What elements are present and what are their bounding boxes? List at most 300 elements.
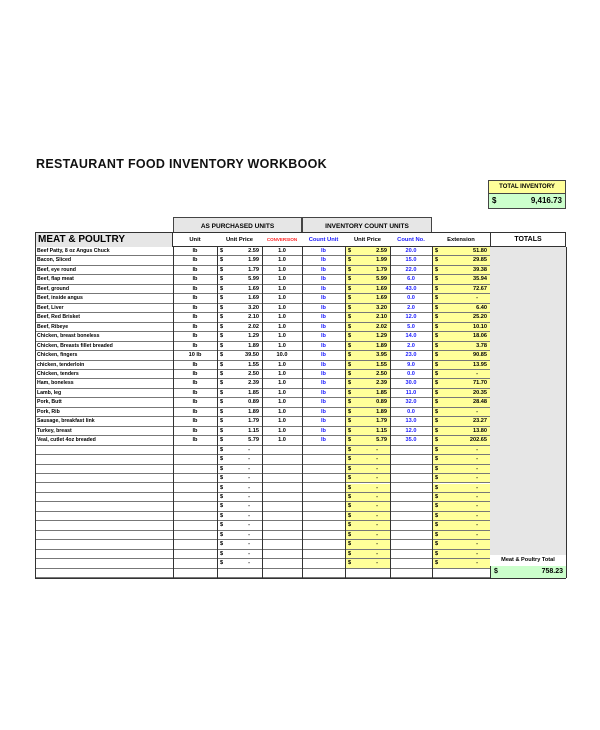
unit-price[interactable] <box>217 502 262 511</box>
count-unit-price[interactable] <box>345 512 390 521</box>
item-name[interactable] <box>35 540 173 549</box>
extension[interactable] <box>432 436 490 445</box>
item-name[interactable]: chicken, tenderloin <box>35 361 173 370</box>
count-unit[interactable]: lb <box>302 247 345 256</box>
conversion[interactable]: 1.0 <box>262 313 302 322</box>
count-unit[interactable]: lb <box>302 342 345 351</box>
extension[interactable] <box>432 351 490 360</box>
unit[interactable] <box>173 465 217 474</box>
count-unit[interactable]: lb <box>302 370 345 379</box>
item-name[interactable]: Beef Patty, 8 oz Angus Chuck <box>35 247 173 256</box>
count-number[interactable]: 20.0 <box>390 247 432 256</box>
unit-price[interactable] <box>217 455 262 464</box>
item-name[interactable]: Sausage, breakfast link <box>35 417 173 426</box>
extension[interactable] <box>432 266 490 275</box>
extension[interactable] <box>432 484 490 493</box>
item-name[interactable]: Beef, eye round <box>35 266 173 275</box>
conversion[interactable]: 1.0 <box>262 247 302 256</box>
count-unit-price[interactable] <box>345 342 390 351</box>
count-unit[interactable]: lb <box>302 313 345 322</box>
count-unit[interactable]: lb <box>302 323 345 332</box>
currency-symbol: $ <box>435 295 439 302</box>
cell-value: - <box>248 446 250 453</box>
count-unit-price[interactable] <box>345 313 390 322</box>
count-unit[interactable] <box>302 474 345 483</box>
count-unit-price[interactable] <box>345 502 390 511</box>
item-name[interactable] <box>35 559 173 568</box>
count-unit[interactable] <box>302 559 345 568</box>
count-number[interactable] <box>390 474 432 483</box>
count-unit[interactable]: lb <box>302 408 345 417</box>
count-unit-price[interactable] <box>345 294 390 303</box>
extension[interactable] <box>432 398 490 407</box>
currency-symbol: $ <box>348 512 352 519</box>
extension[interactable] <box>432 569 490 578</box>
unit-price[interactable] <box>217 493 262 502</box>
conversion[interactable]: 1.0 <box>262 370 302 379</box>
extension[interactable] <box>432 332 490 341</box>
extension[interactable] <box>432 521 490 530</box>
count-unit-price[interactable] <box>345 379 390 388</box>
extension[interactable] <box>432 389 490 398</box>
unit-price[interactable] <box>217 370 262 379</box>
count-unit[interactable] <box>302 521 345 530</box>
extension[interactable] <box>432 531 490 540</box>
item-name[interactable]: Beef, flap meat <box>35 275 173 284</box>
currency-symbol: $ <box>220 493 224 500</box>
unit-price[interactable] <box>217 559 262 568</box>
count-unit-price[interactable] <box>345 389 390 398</box>
extension[interactable] <box>432 304 490 313</box>
unit[interactable]: lb <box>173 361 217 370</box>
count-number[interactable] <box>390 550 432 559</box>
conversion[interactable] <box>262 465 302 474</box>
unit-price[interactable] <box>217 323 262 332</box>
count-unit-price[interactable] <box>345 446 390 455</box>
count-unit[interactable] <box>302 493 345 502</box>
unit-price[interactable] <box>217 474 262 483</box>
count-unit[interactable]: lb <box>302 285 345 294</box>
count-unit-price[interactable] <box>345 323 390 332</box>
extension[interactable] <box>432 540 490 549</box>
count-unit[interactable]: lb <box>302 417 345 426</box>
count-number[interactable] <box>390 493 432 502</box>
unit-price[interactable] <box>217 569 262 578</box>
count-number[interactable] <box>390 531 432 540</box>
unit-price[interactable] <box>217 266 262 275</box>
count-number[interactable]: 2.0 <box>390 342 432 351</box>
count-number[interactable]: 12.0 <box>390 427 432 436</box>
extension[interactable] <box>432 247 490 256</box>
conversion[interactable]: 10.0 <box>262 351 302 360</box>
item-name[interactable]: Bacon, Sliced <box>35 256 173 265</box>
currency-symbol: $ <box>220 418 224 425</box>
unit[interactable] <box>173 540 217 549</box>
count-number[interactable]: 0.0 <box>390 408 432 417</box>
currency-symbol: $ <box>435 541 439 548</box>
conversion[interactable] <box>262 474 302 483</box>
unit-price[interactable] <box>217 398 262 407</box>
count-number[interactable]: 13.0 <box>390 417 432 426</box>
count-unit[interactable] <box>302 484 345 493</box>
unit-price[interactable] <box>217 247 262 256</box>
extension[interactable] <box>432 370 490 379</box>
count-number[interactable]: 14.0 <box>390 332 432 341</box>
conversion[interactable] <box>262 540 302 549</box>
count-unit[interactable] <box>302 531 345 540</box>
unit-price[interactable] <box>217 408 262 417</box>
total-inventory-value <box>489 194 565 208</box>
item-name[interactable] <box>35 550 173 559</box>
item-name[interactable] <box>35 521 173 530</box>
item-name[interactable] <box>35 512 173 521</box>
item-name[interactable] <box>35 493 173 502</box>
unit-price[interactable] <box>217 512 262 521</box>
count-unit-price[interactable] <box>345 436 390 445</box>
count-unit-price[interactable] <box>345 540 390 549</box>
currency-symbol: $ <box>348 295 352 302</box>
count-number[interactable]: 15.0 <box>390 256 432 265</box>
unit[interactable] <box>173 521 217 530</box>
unit-price[interactable] <box>217 275 262 284</box>
conversion[interactable]: 1.0 <box>262 332 302 341</box>
unit-price[interactable] <box>217 313 262 322</box>
count-number[interactable]: 23.0 <box>390 351 432 360</box>
count-unit-price[interactable] <box>345 417 390 426</box>
extension[interactable] <box>432 559 490 568</box>
item-name[interactable] <box>35 531 173 540</box>
count-number[interactable]: 30.0 <box>390 379 432 388</box>
count-unit-price[interactable] <box>345 398 390 407</box>
unit[interactable] <box>173 559 217 568</box>
count-number[interactable]: 2.0 <box>390 304 432 313</box>
conversion[interactable]: 1.0 <box>262 294 302 303</box>
count-number[interactable] <box>390 559 432 568</box>
conversion[interactable]: 1.0 <box>262 323 302 332</box>
extension[interactable] <box>432 512 490 521</box>
count-number[interactable]: 0.0 <box>390 294 432 303</box>
unit[interactable]: lb <box>173 417 217 426</box>
unit[interactable] <box>173 446 217 455</box>
count-unit-price[interactable] <box>345 427 390 436</box>
conversion[interactable] <box>262 521 302 530</box>
unit[interactable] <box>173 550 217 559</box>
item-name[interactable] <box>35 484 173 493</box>
conversion[interactable]: 1.0 <box>262 361 302 370</box>
unit-price[interactable] <box>217 361 262 370</box>
count-unit[interactable]: lb <box>302 351 345 360</box>
conversion[interactable]: 1.0 <box>262 342 302 351</box>
count-unit-price[interactable] <box>345 275 390 284</box>
count-unit-price[interactable] <box>345 569 390 578</box>
item-name[interactable]: Ham, boneless <box>35 379 173 388</box>
item-name[interactable]: Beef, Red Brisket <box>35 313 173 322</box>
unit[interactable]: lb <box>173 427 217 436</box>
count-number[interactable] <box>390 512 432 521</box>
unit-price[interactable] <box>217 540 262 549</box>
conversion[interactable]: 1.0 <box>262 389 302 398</box>
count-number[interactable]: 22.0 <box>390 266 432 275</box>
extension[interactable] <box>432 455 490 464</box>
grid-line <box>432 247 433 578</box>
unit-price[interactable] <box>217 294 262 303</box>
unit-price[interactable] <box>217 256 262 265</box>
count-number[interactable]: 43.0 <box>390 285 432 294</box>
conversion[interactable]: 1.0 <box>262 285 302 294</box>
count-unit[interactable]: lb <box>302 266 345 275</box>
count-unit[interactable]: lb <box>302 361 345 370</box>
count-number[interactable]: 32.0 <box>390 398 432 407</box>
count-unit-price[interactable] <box>345 256 390 265</box>
item-name[interactable] <box>35 465 173 474</box>
count-unit[interactable] <box>302 455 345 464</box>
count-unit[interactable]: lb <box>302 427 345 436</box>
unit[interactable] <box>173 569 217 578</box>
count-number[interactable]: 0.0 <box>390 370 432 379</box>
count-unit-price[interactable] <box>345 370 390 379</box>
currency-symbol: $ <box>220 389 224 396</box>
count-unit-price[interactable] <box>345 361 390 370</box>
unit[interactable]: lb <box>173 332 217 341</box>
unit[interactable] <box>173 493 217 502</box>
extension[interactable] <box>432 408 490 417</box>
cell-value: 2.39 <box>376 380 387 387</box>
count-unit[interactable]: lb <box>302 398 345 407</box>
count-number[interactable] <box>390 521 432 530</box>
count-unit-price[interactable] <box>345 332 390 341</box>
conversion[interactable] <box>262 531 302 540</box>
currency-symbol: $ <box>435 389 439 396</box>
item-name[interactable]: Beef, Ribeye <box>35 323 173 332</box>
item-name[interactable]: Turkey, breast <box>35 427 173 436</box>
count-unit[interactable] <box>302 446 345 455</box>
count-number[interactable]: 35.0 <box>390 436 432 445</box>
conversion[interactable]: 1.0 <box>262 275 302 284</box>
count-unit-price[interactable] <box>345 266 390 275</box>
count-number[interactable]: 11.0 <box>390 389 432 398</box>
unit[interactable]: lb <box>173 313 217 322</box>
conversion[interactable]: 1.0 <box>262 266 302 275</box>
count-unit-price[interactable] <box>345 304 390 313</box>
unit-price[interactable] <box>217 446 262 455</box>
item-name[interactable]: Beef, inside angus <box>35 294 173 303</box>
count-number[interactable] <box>390 446 432 455</box>
extension[interactable] <box>432 275 490 284</box>
count-number[interactable] <box>390 465 432 474</box>
unit-price[interactable] <box>217 332 262 341</box>
count-number[interactable] <box>390 569 432 578</box>
unit[interactable] <box>173 484 217 493</box>
count-unit[interactable]: lb <box>302 304 345 313</box>
unit[interactable]: lb <box>173 256 217 265</box>
unit-price[interactable] <box>217 436 262 445</box>
unit[interactable]: lb <box>173 247 217 256</box>
count-unit[interactable] <box>302 512 345 521</box>
unit-price[interactable] <box>217 484 262 493</box>
conversion[interactable]: 1.0 <box>262 408 302 417</box>
cell-value: - <box>376 484 378 491</box>
conversion[interactable]: 1.0 <box>262 436 302 445</box>
unit-price[interactable] <box>217 379 262 388</box>
count-unit-price[interactable] <box>345 531 390 540</box>
conversion[interactable]: 1.0 <box>262 304 302 313</box>
extension[interactable] <box>432 474 490 483</box>
currency-symbol: $ <box>435 285 439 292</box>
extension[interactable] <box>432 417 490 426</box>
unit-price[interactable] <box>217 465 262 474</box>
unit-price[interactable] <box>217 550 262 559</box>
unit[interactable]: lb <box>173 323 217 332</box>
cell-value: 1.89 <box>248 342 259 349</box>
unit[interactable]: lb <box>173 304 217 313</box>
unit-price[interactable] <box>217 342 262 351</box>
unit[interactable] <box>173 455 217 464</box>
conversion[interactable]: 1.0 <box>262 398 302 407</box>
unit[interactable]: lb <box>173 266 217 275</box>
item-name[interactable]: Pork, Rib <box>35 408 173 417</box>
unit-price[interactable] <box>217 351 262 360</box>
cell-value: 20.35 <box>473 389 487 396</box>
count-unit-price[interactable] <box>345 465 390 474</box>
unit-price[interactable] <box>217 285 262 294</box>
count-unit[interactable]: lb <box>302 256 345 265</box>
unit[interactable] <box>173 531 217 540</box>
count-unit-price[interactable] <box>345 285 390 294</box>
unit[interactable] <box>173 502 217 511</box>
count-unit-price[interactable] <box>345 247 390 256</box>
conversion[interactable]: 1.0 <box>262 427 302 436</box>
conversion[interactable] <box>262 569 302 578</box>
unit[interactable]: lb <box>173 408 217 417</box>
count-number[interactable]: 9.0 <box>390 361 432 370</box>
item-name[interactable]: Chicken, breast boneless <box>35 332 173 341</box>
conversion[interactable] <box>262 493 302 502</box>
count-number[interactable] <box>390 455 432 464</box>
extension[interactable] <box>432 361 490 370</box>
extension[interactable] <box>432 313 490 322</box>
cell-value: 0.89 <box>248 399 259 406</box>
extension[interactable] <box>432 465 490 474</box>
count-number[interactable] <box>390 502 432 511</box>
extension[interactable] <box>432 427 490 436</box>
extension[interactable] <box>432 502 490 511</box>
item-name[interactable] <box>35 446 173 455</box>
conversion[interactable]: 1.0 <box>262 379 302 388</box>
count-number[interactable] <box>390 484 432 493</box>
unit[interactable]: lb <box>173 398 217 407</box>
extension[interactable] <box>432 323 490 332</box>
count-unit[interactable] <box>302 550 345 559</box>
item-name[interactable]: Veal, cutlet 4oz breaded <box>35 436 173 445</box>
count-number[interactable] <box>390 540 432 549</box>
item-name[interactable] <box>35 502 173 511</box>
count-unit-price[interactable] <box>345 408 390 417</box>
count-unit[interactable]: lb <box>302 379 345 388</box>
count-unit[interactable] <box>302 540 345 549</box>
unit-price[interactable] <box>217 521 262 530</box>
item-name[interactable]: Beef, ground <box>35 285 173 294</box>
unit-price[interactable] <box>217 389 262 398</box>
unit[interactable]: lb <box>173 294 217 303</box>
count-unit-price[interactable] <box>345 550 390 559</box>
unit[interactable] <box>173 474 217 483</box>
currency-symbol: $ <box>348 475 352 482</box>
extension[interactable] <box>432 379 490 388</box>
item-name[interactable]: Lamb, leg <box>35 389 173 398</box>
conversion[interactable]: 1.0 <box>262 256 302 265</box>
count-number[interactable]: 5.0 <box>390 323 432 332</box>
count-unit[interactable] <box>302 569 345 578</box>
item-name[interactable] <box>35 474 173 483</box>
extension[interactable] <box>432 550 490 559</box>
unit-price[interactable] <box>217 417 262 426</box>
extension[interactable] <box>432 446 490 455</box>
conversion[interactable] <box>262 484 302 493</box>
item-name[interactable]: Pork, Butt <box>35 398 173 407</box>
unit-price[interactable] <box>217 531 262 540</box>
conversion[interactable] <box>262 502 302 511</box>
conversion[interactable] <box>262 512 302 521</box>
unit[interactable]: lb <box>173 285 217 294</box>
extension[interactable] <box>432 493 490 502</box>
count-unit-price[interactable] <box>345 521 390 530</box>
count-unit-price[interactable] <box>345 474 390 483</box>
unit[interactable]: lb <box>173 379 217 388</box>
conversion[interactable]: 1.0 <box>262 417 302 426</box>
count-unit[interactable] <box>302 465 345 474</box>
unit[interactable]: lb <box>173 275 217 284</box>
currency-symbol: $ <box>348 484 352 491</box>
count-number[interactable]: 12.0 <box>390 313 432 322</box>
cell-value: 39.50 <box>245 352 259 359</box>
item-name[interactable] <box>35 455 173 464</box>
count-unit[interactable]: lb <box>302 389 345 398</box>
unit[interactable]: lb <box>173 436 217 445</box>
unit[interactable]: lb <box>173 389 217 398</box>
conversion[interactable] <box>262 455 302 464</box>
count-unit-price[interactable] <box>345 559 390 568</box>
unit-price[interactable] <box>217 427 262 436</box>
conversion[interactable] <box>262 559 302 568</box>
count-unit-price[interactable] <box>345 493 390 502</box>
conversion[interactable] <box>262 550 302 559</box>
item-name[interactable]: Chicken, tenders <box>35 370 173 379</box>
item-name[interactable] <box>35 569 173 578</box>
unit[interactable]: lb <box>173 370 217 379</box>
extension[interactable] <box>432 294 490 303</box>
unit[interactable] <box>173 512 217 521</box>
item-name[interactable]: Chicken, fingers <box>35 351 173 360</box>
count-unit-price[interactable] <box>345 455 390 464</box>
unit[interactable]: lb <box>173 342 217 351</box>
item-name[interactable]: Beef, Liver <box>35 304 173 313</box>
unit[interactable]: 10 lb <box>173 351 217 360</box>
extension[interactable] <box>432 285 490 294</box>
unit-price[interactable] <box>217 304 262 313</box>
count-unit[interactable]: lb <box>302 275 345 284</box>
count-unit[interactable]: lb <box>302 332 345 341</box>
extension[interactable] <box>432 342 490 351</box>
count-unit[interactable]: lb <box>302 294 345 303</box>
count-unit[interactable]: lb <box>302 436 345 445</box>
conversion[interactable] <box>262 446 302 455</box>
count-number[interactable]: 6.0 <box>390 275 432 284</box>
count-unit-price[interactable] <box>345 351 390 360</box>
count-unit[interactable] <box>302 502 345 511</box>
count-unit-price[interactable] <box>345 484 390 493</box>
item-name[interactable]: Chicken, Breasts fillet breaded <box>35 342 173 351</box>
extension[interactable] <box>432 256 490 265</box>
